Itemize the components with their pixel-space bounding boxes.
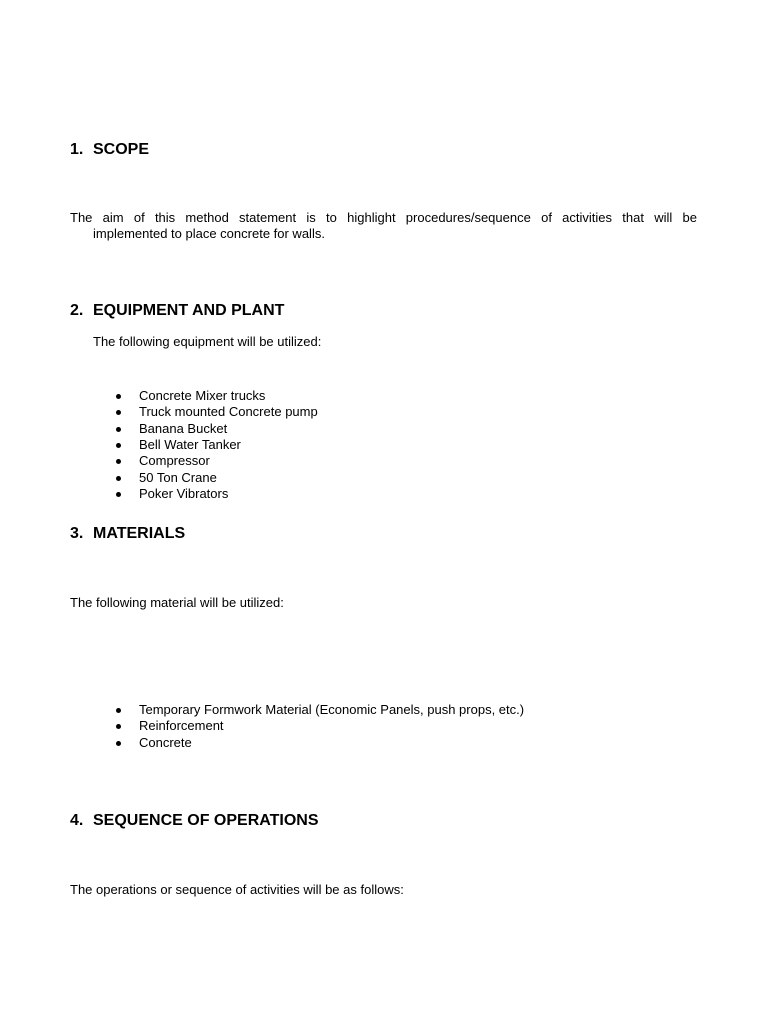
materials-intro: The following material will be utilized: (70, 595, 284, 610)
list-item (116, 718, 524, 734)
bullet-icon (116, 410, 121, 415)
section-heading-equipment (70, 301, 284, 321)
list-item-text: Concrete Mixer trucks (139, 388, 266, 403)
section-title: SEQUENCE OF OPERATIONS (93, 812, 319, 829)
list-item-text: Compressor (139, 453, 210, 469)
list-item (116, 437, 318, 453)
section-number: 3. (70, 525, 84, 542)
list-item-text: Concrete (139, 734, 192, 750)
list-item-text: Temporary Formwork Material (Economic Panels, push props, etc.) (139, 702, 525, 717)
bullet-icon (116, 427, 121, 432)
list-item (116, 421, 318, 437)
list-item (116, 453, 318, 469)
section-number: 2. (70, 302, 84, 319)
section-title: EQUIPMENT AND PLANT (93, 302, 285, 319)
list-item-text: Reinforcement (139, 718, 224, 734)
scope-paragraph-line-1: The aim of this method statement is to highlight procedures/sequence of activities that will be (70, 210, 697, 225)
scope-paragraph (70, 210, 697, 242)
list-item-text: Banana Bucket (139, 420, 228, 436)
bullet-icon (116, 741, 121, 746)
list-item (116, 735, 524, 751)
equipment-list (116, 388, 318, 502)
section-heading-materials (70, 524, 185, 544)
section-heading-sequence (70, 811, 319, 831)
bullet-icon (116, 492, 121, 497)
sequence-intro: The operations or sequence of activities will be as follows: (70, 882, 404, 897)
list-item (116, 404, 318, 420)
section-heading-scope (70, 140, 149, 160)
section-title: SCOPE (93, 141, 150, 158)
list-item (116, 388, 318, 404)
section-title: MATERIALS (93, 525, 186, 542)
bullet-icon (116, 708, 121, 713)
bullet-icon (116, 443, 121, 448)
equipment-intro: The following equipment will be utilized: (93, 334, 322, 349)
list-item-text: Truck mounted Concrete pump (139, 404, 318, 420)
bullet-icon (116, 476, 121, 481)
section-number: 4. (70, 812, 84, 829)
list-item (116, 702, 524, 718)
scope-paragraph-line-2: implemented to place concrete for walls. (93, 226, 325, 241)
bullet-icon (116, 394, 121, 399)
list-item-text: Poker Vibrators (139, 485, 229, 501)
materials-list (116, 702, 524, 751)
list-item-text: Bell Water Tanker (139, 436, 241, 452)
list-item (116, 470, 318, 486)
bullet-icon (116, 724, 121, 729)
list-item-text: 50 Ton Crane (139, 469, 217, 485)
list-item (116, 486, 318, 502)
section-number: 1. (70, 141, 84, 158)
bullet-icon (116, 459, 121, 464)
